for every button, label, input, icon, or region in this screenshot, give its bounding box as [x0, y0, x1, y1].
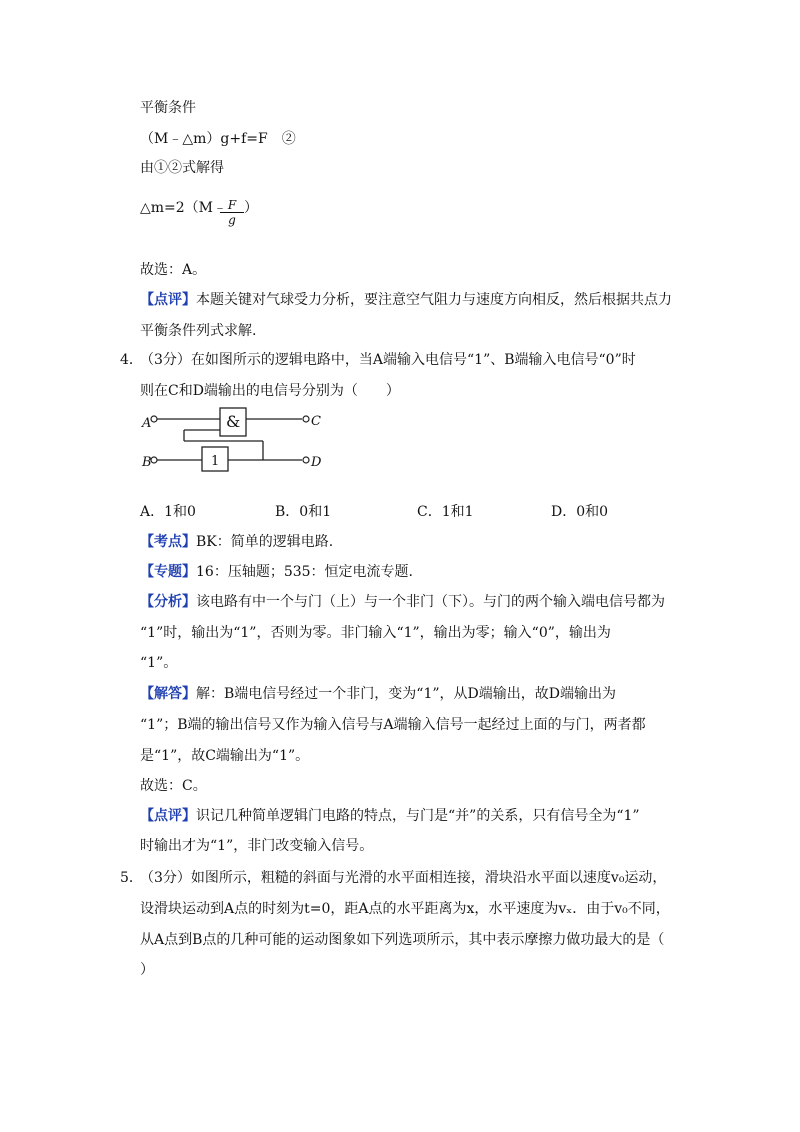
- q4-fenxi-line-3: “1”。: [140, 655, 178, 671]
- zhuanti-tag: 【专题】: [140, 564, 196, 580]
- q4-number: 4．: [120, 352, 143, 368]
- fenxi-tag: 【分析】: [140, 594, 196, 610]
- dianping-tag: 【点评】: [140, 808, 196, 824]
- fraction-denominator: g: [228, 213, 236, 227]
- q4-answer: 故选：C。: [140, 778, 207, 794]
- label-d: D: [311, 455, 322, 470]
- q4-fenxi-line-2: “1”时，输出为“1”，否则为零。非门输入“1”，输出为零；输入“0”，输出为: [140, 625, 611, 641]
- jieda-text-1: 解：B端电信号经过一个非门，变为“1”，从D端输出，故D端输出为: [196, 686, 616, 702]
- q4-option-a[interactable]: A．1和0: [140, 504, 196, 520]
- q4-jieda-line-3: 是“1”，故C端输出为“1”。: [140, 748, 310, 764]
- kaodian-tag: 【考点】: [140, 534, 196, 550]
- q4-zhuanti: [140, 562, 413, 582]
- comment-tag: 【点评】: [140, 292, 196, 308]
- prev-answer: 故选：A。: [140, 262, 207, 278]
- q5-stem-line-3: 从A点到B点的几种可能的运动图象如下列选项所示，其中表示摩擦力做功最大的是（: [140, 932, 665, 948]
- prev-comment-line-1: [140, 290, 672, 310]
- fraction-f-over-g: [220, 198, 244, 227]
- q4-kaodian: [140, 532, 333, 552]
- q4-jieda-line-1: [140, 684, 616, 704]
- q4-option-b[interactable]: B．0和1: [275, 504, 332, 520]
- jieda-tag: 【解答】: [140, 686, 196, 702]
- q5-stem-line-1: （3分）如图所示，粗糙的斜面与光滑的水平面相连接，滑块沿水平面以速度v₀运动，: [140, 870, 667, 886]
- prev-result-pre: △m=2（M﹣: [140, 200, 228, 216]
- kaodian-text: BK：简单的逻辑电路.: [196, 534, 334, 550]
- terminal-a: [151, 416, 157, 422]
- q5-stem-line-4: ）: [140, 962, 154, 978]
- q4-stem-line-1: （3分）在如图所示的逻辑电路中，当A端输入电信号“1”、B端输入电信号“0”时: [140, 352, 636, 368]
- terminal-d: [303, 457, 309, 463]
- prev-line-3: 由①②式解得: [140, 160, 224, 176]
- dianping-text-1: 识记几种简单逻辑门电路的特点，与门是“并”的关系，只有信号全为“1”: [196, 808, 640, 824]
- label-a: A: [142, 416, 152, 431]
- prev-line-1: 平衡条件: [140, 100, 196, 116]
- q5-number: 5．: [120, 870, 143, 886]
- not-gate-symbol: 1: [211, 454, 220, 469]
- prev-comment-line-2: 平衡条件列式求解.: [140, 323, 257, 339]
- terminal-c: [303, 416, 309, 422]
- label-b: B: [142, 455, 152, 470]
- fraction-numerator: F: [220, 198, 244, 213]
- q4-dianping-line-2: 时输出才为“1”，非门改变输入信号。: [140, 838, 374, 854]
- terminal-b: [151, 457, 157, 463]
- fenxi-text-1: 该电路有中一个与门（上）与一个非门（下）。与门的两个输入端电信号都为: [196, 594, 665, 610]
- prev-result-post: ）: [244, 200, 258, 216]
- q4-fenxi-line-1: [140, 592, 665, 612]
- q4-option-d[interactable]: D．0和0: [551, 504, 609, 520]
- and-gate-symbol: &: [226, 412, 241, 431]
- q5-stem-line-2: 设滑块运动到A点的时刻为t=0，距A点的水平距离为x，水平速度为vₓ．由于v₀不同，: [140, 901, 670, 917]
- prev-equation-2: （M﹣△m）g+f=F ②: [140, 131, 296, 147]
- q4-jieda-line-2: “1”；B端的输出信号又作为输入信号与A端输入信号一起经过上面的与门，两者都: [140, 717, 646, 733]
- label-c: C: [311, 414, 321, 429]
- q4-option-c[interactable]: C．1和1: [417, 504, 474, 520]
- comment-text-1: 本题关键对气球受力分析，要注意空气阻力与速度方向相反，然后根据共点力: [196, 292, 672, 308]
- q4-stem-line-2: 则在C和D端输出的电信号分别为（ ）: [140, 383, 400, 399]
- logic-circuit-diagram: [140, 405, 340, 475]
- zhuanti-text: 16：压轴题；535：恒定电流专题.: [196, 564, 413, 580]
- q4-dianping-line-1: [140, 806, 640, 826]
